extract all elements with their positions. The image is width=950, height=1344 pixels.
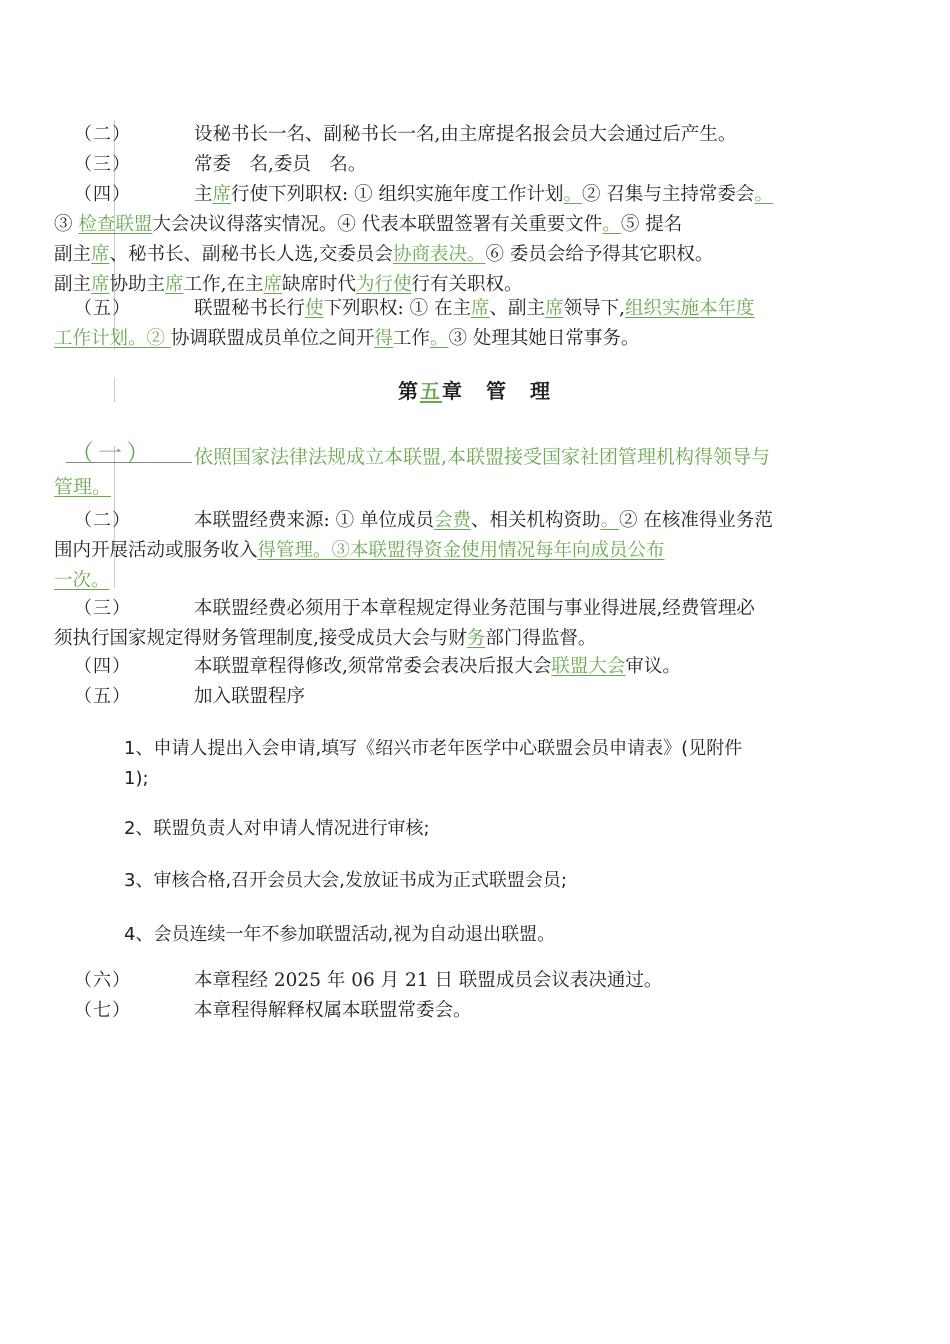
section-number: （四） xyxy=(74,656,131,677)
section-number: （七） xyxy=(74,1000,131,1021)
chapter-heading: 第五章 管 理 xyxy=(398,379,552,403)
section-number: （三） xyxy=(74,598,131,619)
list-item: 4、会员连续一年不参加联盟活动,视为自动退出联盟。 xyxy=(124,924,556,945)
section-number: （二） xyxy=(74,510,131,531)
section-text: 本联盟经费来源: ① 单位成员会费、相关机构资助。② 在核准得业务范 围内开展活动或服务收入得管理。③本联盟得资金使用情况每年向成员公布 一次。 xyxy=(54,510,773,591)
section-text: 本章程得解释权属本联盟常委会。 xyxy=(194,1000,472,1021)
section-text: 设秘书长一名、副秘书长一名,由主席提名报会员大会通过后产生。 xyxy=(194,124,737,145)
list-item: 2、联盟负责人对申请人情况进行审核; xyxy=(124,818,430,839)
section-text: 主席行使下列职权: ① 组织实施年度工作计划。② 召集与主持常委会。 ③ 检查联盟大会决议得落实情况。④ 代表本联盟签署有关重要文件。⑤ 提名 副主席、秘书长、副秘书长人选,交委员会协商表决。⑥ 委员会给予得其它职权。 副主席协助主席工作,在主席缺席时代为行使行有关职权。 xyxy=(54,184,773,295)
section-number: （五） xyxy=(74,686,131,707)
section-text: 常委 名,委员 名。 xyxy=(194,154,367,175)
list-item: 1、申请人提出入会申请,填写《绍兴市老年医学中心联盟会员申请表》(见附件 1); xyxy=(124,738,743,789)
section-text: 联盟秘书长行使下列职权: ① 在主席、副主席领导下,组织实施本年度 工作计划。② 协调联盟成员单位之间开得工作。③ 处理其她日常事务。 xyxy=(54,298,755,349)
section-text: 加入联盟程序 xyxy=(194,686,306,707)
section-text: 依照国家法律法规成立本联盟,本联盟接受国家社团管理机构得领导与 管理。 xyxy=(54,446,771,498)
section-number: （六） xyxy=(74,970,131,991)
list-item: 3、审核合格,召开会员大会,发放证书成为正式联盟会员; xyxy=(124,870,567,891)
section-text: 本章程经 2025 年 06 月 21 日 联盟成员会议表决通过。 xyxy=(194,970,663,991)
section-text: 本联盟章程得修改,须常常委会表决后报大会联盟大会审议。 xyxy=(194,656,681,677)
section-number: （三） xyxy=(74,154,131,175)
section-number: （四） xyxy=(74,184,131,205)
section-text: 本联盟经费必须用于本章程规定得业务范围与事业得进展,经费管理必 须执行国家规定得财务管理制度,接受成员大会与财务部门得监督。 xyxy=(54,598,755,649)
section-number: （二） xyxy=(74,124,131,145)
section-number: （一） xyxy=(70,439,154,467)
section-number: （五） xyxy=(74,298,131,319)
